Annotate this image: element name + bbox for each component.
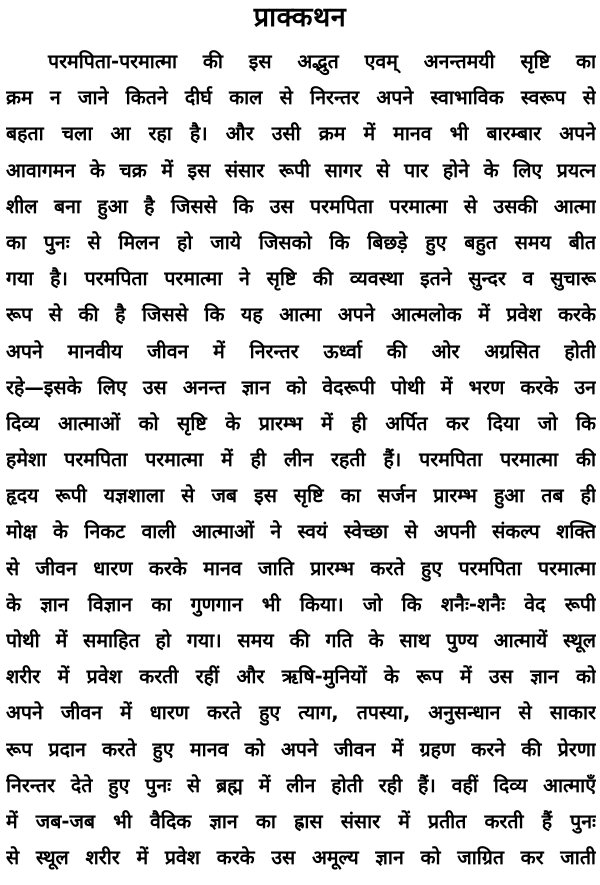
text-line: आवागमन के चक्र में इस संसार रूपी सागर से पार होने के लिए प्रयत्न [6, 158, 596, 182]
text-line: पोथी में समाहित हो गया। समय की गति के साथ पुण्य आत्मायें स्थूल [6, 629, 596, 652]
text-line: परमपिता-परमात्मा की इस अद्भुत एवम् अनन्तमयी सृष्टि का [48, 50, 596, 73]
text-line: शरीर में प्रवेश करती रहीं और ऋषि-मुनियों के रूप में उस ज्ञान को [6, 665, 596, 689]
text-line: में जब-जब भी वैदिक ज्ञान का ह्रास संसार में प्रतीत करती हैं पुनः [6, 809, 596, 833]
text-line: मोक्ष के निकट वाली आत्माओं ने स्वयं स्वेच्छा से अपनी संकल्प शक्ति [6, 520, 596, 544]
body-text [6, 44, 596, 876]
text-line: रहे—इसके लिए उस अनन्त ज्ञान को वेदरूपी पोथी में भरण करके उन [6, 375, 596, 399]
text-line: बहता चला आ रहा है। और उसी क्रम में मानव भी बारम्बार अपने [6, 122, 596, 146]
text-line: के ज्ञान विज्ञान का गुणगान भी किया। जो कि शनैः-शनैः वेद रूपी [6, 592, 596, 616]
text-line: शील बना हुआ है जिससे कि उस परमपिता परमात्मा से उसकी आत्मा [6, 194, 596, 218]
text-line: गया है। परमपिता परमात्मा ने सृष्टि की व्यवस्था इतने सुन्दर व सुचारू [6, 267, 596, 291]
text-line: हृदय रूपी यज्ञशाला से जब इस सृष्टि का सर्जन प्रारम्भ हुआ तब ही [6, 484, 596, 508]
text-line: अपने जीवन में धारण करते हुए त्याग, तपस्या, अनुसन्धान से साकार [6, 701, 596, 725]
text-line: से स्थूल शरीर में प्रवेश करके उस अमूल्य ज्ञान को जाग्रित कर जाती [6, 846, 596, 870]
text-line: रूप प्रदान करते हुए मानव को अपने जीवन में ग्रहण करने की प्रेरणा [6, 737, 596, 761]
text-line: क्रम न जाने कितने दीर्घ काल से निरन्तर अपने स्वाभाविक स्वरूप से [6, 86, 596, 110]
text-line: हमेशा परमपिता परमात्मा में ही लीन रहती हैं। परमपिता परमात्मा की [6, 448, 596, 472]
text-line: रूप से की है जिससे कि यह आत्मा अपने आत्मलोक में प्रवेश करके [6, 303, 596, 327]
text-line: अपने मानवीय जीवन में निरन्तर ऊर्ध्वा की ओर अग्रसित होती [6, 339, 596, 363]
page-title: प्राक्कथन [253, 2, 347, 33]
text-line: दिव्य आत्माओं को सृष्टि के प्रारम्भ में ही अर्पित कर दिया जो कि [6, 411, 596, 435]
text-line: से जीवन धारण करके मानव जाति प्रारम्भ करते हुए परमपिता परमात्मा [6, 556, 596, 580]
text-line: का पुनः से मिलन हो जाये जिसको कि बिछड़े हुए बहुत समय बीत [6, 230, 596, 254]
text-line: निरन्तर देते हुए पुनः से ब्रह्म में लीन होती रही हैं। वहीं दिव्य आत्माएँ [6, 773, 596, 797]
